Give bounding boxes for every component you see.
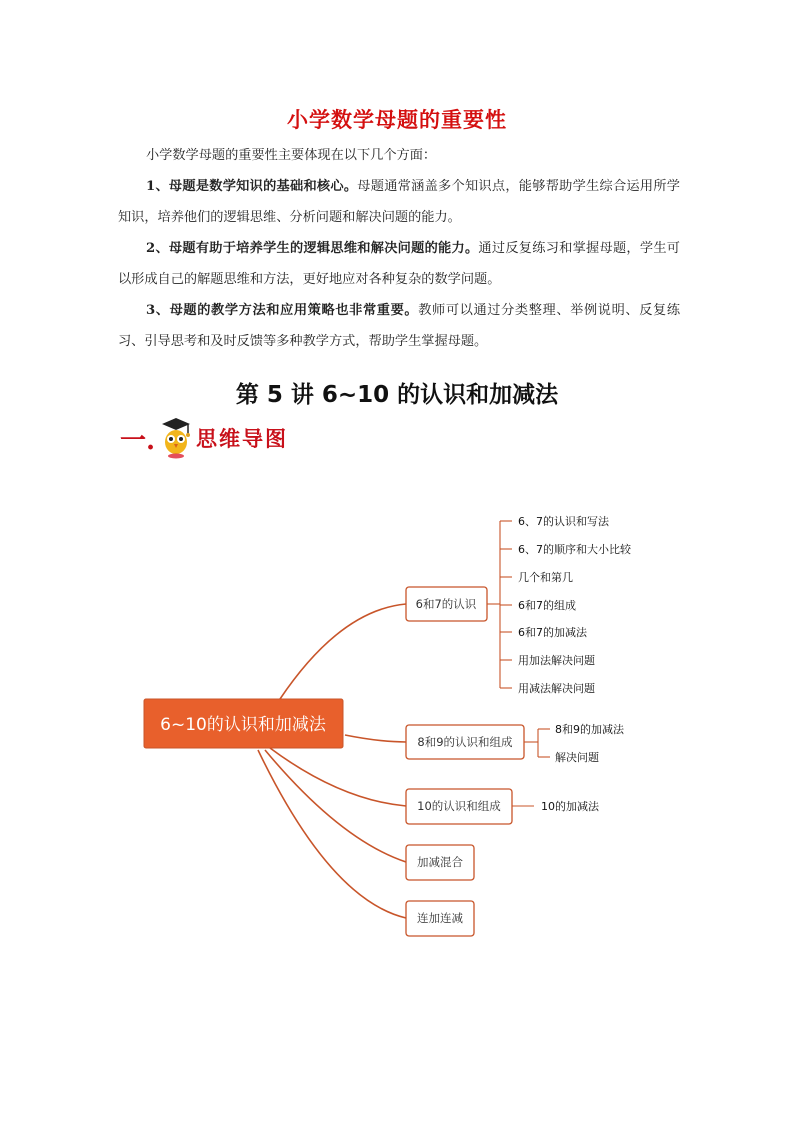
leaf-1-3: 几个和第几 [518,571,573,584]
point-2-text: 通过反复练习和掌握母题，学生可以形成自己的解题思维和方法，更好地应对各种复杂的数学问题。 [118,241,680,287]
leaf-1-1: 6、7的认识和写法 [518,515,609,528]
page-title: 小学数学母题的重要性 [287,108,507,132]
branch-label-4: 加减混合 [417,855,463,869]
branch-label-2: 8和9的认识和组成 [417,735,513,749]
section-title: 思维导图 [196,426,288,451]
leaf-2-2: 解决问题 [555,751,599,764]
point-3-lead: 3、母题的教学方法和应用策略也非常重要。 [146,303,419,318]
mindmap-root [144,699,343,748]
lecture-title: 第 5 讲 6~10 的认识和加减法 [235,382,559,408]
branch-label-1: 6和7的认识 [415,597,477,611]
leaf-1-2: 6、7的顺序和大小比较 [518,543,631,556]
leaf-1-4: 6和7的组成 [518,599,576,612]
mindmap-root-label: 6~10的认识和加减法 [160,715,326,735]
point-1-text: 母题通常涵盖多个知识点，能够帮助学生综合运用所学知识，培养他们的逻辑思维、分析问题和解决问题的能力。 [118,179,680,225]
intro-paragraph: 小学数学母题的重要性主要体现在以下几个方面： [146,148,437,163]
leaf-3-1: 10的加减法 [541,800,599,813]
section-number: 一. [120,426,156,456]
branch-label-5: 连加连减 [417,911,463,925]
leaf-2-1: 8和9的加减法 [555,723,624,736]
branch-label-3: 10的认识和组成 [417,799,501,813]
point-2-lead: 2、母题有助于培养学生的逻辑思维和解决问题的能力。 [146,241,479,256]
leaf-1-7: 用减法解决问题 [518,682,595,695]
leaf-1-6: 用加法解决问题 [518,654,595,667]
point-1-lead: 1、母题是数学知识的基础和核心。 [146,179,358,194]
leaf-1-5: 6和7的加减法 [518,626,587,639]
point-3-text: 教师可以通过分类整理、举例说明、反复练习、引导思考和及时反馈等多种教学方式，帮助学生掌握母题。 [118,303,680,349]
